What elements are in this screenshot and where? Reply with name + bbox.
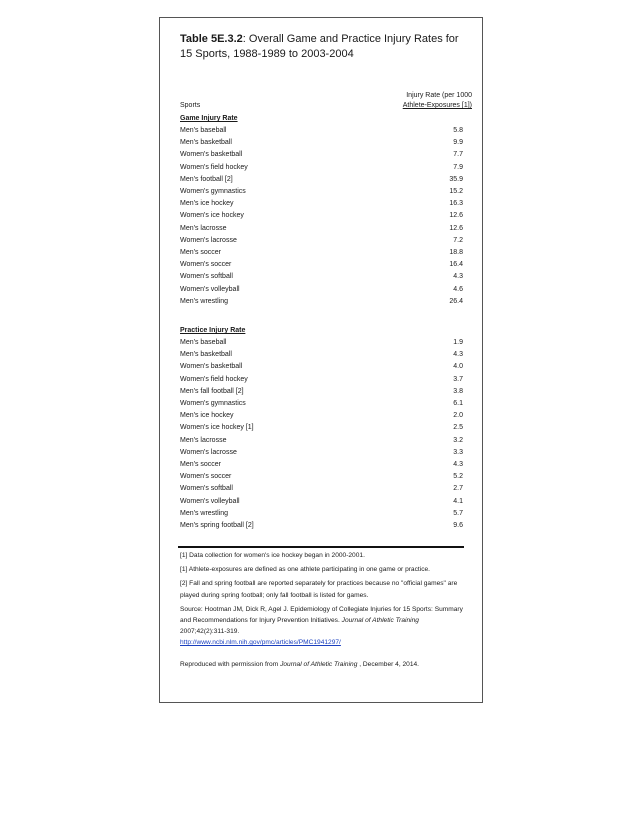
sport-name: Women's basketball xyxy=(180,151,243,159)
injury-rate: 6.1 xyxy=(453,400,463,407)
injury-rate: 35.9 xyxy=(449,175,463,183)
injury-rate: 4.3 xyxy=(453,273,463,281)
repro-journal: Journal of Athletic Training xyxy=(280,660,358,668)
sport-name: Men's wrestling xyxy=(180,297,229,305)
sport-name: Men's spring football [2] xyxy=(180,522,254,529)
injury-rate: 5.2 xyxy=(453,473,463,481)
table-title-text: : Overall Game and Practice Injury Rates for 15 Sports, 1988-1989 to 2003-2004 xyxy=(180,33,459,60)
injury-rate: 15.2 xyxy=(449,188,463,195)
sport-name: Men's baseball xyxy=(180,127,227,134)
table-row xyxy=(180,235,463,247)
table-row xyxy=(180,496,463,508)
sports-column-header: Sports xyxy=(180,102,201,109)
injury-rate: 5.8 xyxy=(453,127,463,134)
injury-rate: 7.7 xyxy=(453,151,463,159)
table-row xyxy=(180,435,463,447)
repro-post: , December 4, 2014. xyxy=(359,660,419,668)
notes-divider xyxy=(178,546,464,548)
source-cite: 2007;42(2):311-319. xyxy=(180,628,240,636)
table-row xyxy=(180,271,463,283)
sport-name: Women's soccer xyxy=(180,261,232,269)
injury-rate: 3.3 xyxy=(453,448,463,456)
reproduction-notice xyxy=(180,659,465,670)
table-row xyxy=(180,198,463,210)
injury-rate: 26.4 xyxy=(449,297,463,305)
footnote-1: [1] Data collection for women's ice hockey began in 2000-2001. xyxy=(180,552,365,559)
table-title xyxy=(180,32,470,62)
sport-name: Men's ice hockey xyxy=(180,200,234,208)
sport-name: Women's gymnastics xyxy=(180,188,246,195)
sport-name: Men's soccer xyxy=(180,249,222,256)
table-row xyxy=(180,125,463,137)
injury-rate: 4.0 xyxy=(453,363,463,371)
table-row xyxy=(180,483,463,495)
table-row xyxy=(180,186,463,198)
injury-rate: 12.6 xyxy=(449,224,463,232)
sport-name: Women's soccer xyxy=(180,473,232,481)
injury-rate: 18.8 xyxy=(449,249,463,256)
table-row xyxy=(180,447,463,459)
sport-name: Women's gymnastics xyxy=(180,400,246,407)
injury-rate: 9.6 xyxy=(453,522,463,529)
footnote-2: [1] Athlete-exposures are defined as one athlete participating in one game or practice. xyxy=(180,566,430,574)
sport-name: Men's wrestling xyxy=(180,509,229,517)
table-card xyxy=(159,17,483,703)
injury-rate: 7.2 xyxy=(453,236,463,244)
injury-rate: 7.9 xyxy=(453,163,463,171)
sport-name: Women's basketball xyxy=(180,363,243,371)
table-row xyxy=(180,223,463,235)
injury-rate: 4.3 xyxy=(453,351,463,359)
table-row xyxy=(180,471,463,483)
table-row xyxy=(180,361,463,373)
source-journal: Journal of Athletic Training xyxy=(341,617,419,625)
table-row xyxy=(180,398,463,410)
sport-name: Men's baseball xyxy=(180,339,227,346)
injury-rate: 5.7 xyxy=(453,509,463,517)
table-row xyxy=(180,337,463,349)
source-link[interactable]: http://www.ncbi.nlm.nih.gov/pmc/articles/PMC1941297/ xyxy=(180,639,341,647)
injury-rate: 9.9 xyxy=(453,139,463,147)
sport-name: Men's football [2] xyxy=(180,175,233,183)
injury-rate: 16.4 xyxy=(449,261,463,269)
table-row xyxy=(180,386,463,398)
table-row xyxy=(180,174,463,186)
table-row xyxy=(180,374,463,386)
repro-pre: Reproduced with permission from xyxy=(180,660,279,668)
sport-name: Women's volleyball xyxy=(180,497,240,505)
practice-section-title: Practice Injury Rate xyxy=(180,327,246,334)
rate-header-line2: Athlete-Exposures [1]) xyxy=(402,102,472,109)
table-row xyxy=(180,296,463,308)
sport-name: Men's basketball xyxy=(180,351,232,359)
injury-rate: 1.9 xyxy=(453,339,463,346)
injury-rate: 3.8 xyxy=(453,387,463,395)
sport-name: Women's softball xyxy=(180,485,233,493)
table-number: Table 5E.3.2 xyxy=(180,33,243,45)
rate-column-header xyxy=(362,91,472,111)
sport-name: Men's ice hockey xyxy=(180,412,234,420)
injury-rate: 2.0 xyxy=(453,412,463,420)
sport-name: Women's lacrosse xyxy=(180,448,237,456)
sport-name: Women's volleyball xyxy=(180,285,240,293)
table-row xyxy=(180,422,463,434)
sport-name: Women's ice hockey [1] xyxy=(180,424,254,432)
sport-name: Men's soccer xyxy=(180,461,222,468)
injury-rate: 2.5 xyxy=(453,424,463,432)
table-row xyxy=(180,162,463,174)
table-row xyxy=(180,149,463,161)
table-row xyxy=(180,508,463,520)
source-citation xyxy=(180,604,465,649)
rate-header-line1: Injury Rate (per 1000 xyxy=(406,92,472,99)
injury-rate: 4.3 xyxy=(453,461,463,468)
table-row xyxy=(180,410,463,422)
sport-name: Women's field hockey xyxy=(180,375,248,383)
table-row xyxy=(180,210,463,222)
sport-name: Women's softball xyxy=(180,273,233,281)
table-row xyxy=(180,459,463,471)
game-section-title: Game Injury Rate xyxy=(180,115,238,122)
table-row xyxy=(180,137,463,149)
footnote-3: [2] Fall and spring football are reported separately for practices because no "official games" are played during spring football; only fall football is listed for games. xyxy=(180,580,458,599)
injury-rate: 12.6 xyxy=(449,212,463,220)
table-row xyxy=(180,259,463,271)
injury-rate: 4.6 xyxy=(453,285,463,293)
sport-name: Men's fall football [2] xyxy=(180,387,244,395)
injury-rate: 3.2 xyxy=(453,436,463,444)
injury-rate: 4.1 xyxy=(453,497,463,505)
sport-name: Women's lacrosse xyxy=(180,236,237,244)
table-row xyxy=(180,247,463,259)
sport-name: Women's field hockey xyxy=(180,163,248,171)
sport-name: Men's basketball xyxy=(180,139,232,147)
injury-rate: 3.7 xyxy=(453,375,463,383)
sport-name: Men's lacrosse xyxy=(180,224,227,232)
injury-rate: 16.3 xyxy=(449,200,463,208)
table-row xyxy=(180,284,463,296)
table-row xyxy=(180,349,463,361)
sport-name: Men's lacrosse xyxy=(180,436,227,444)
source-text: Source: Hootman JM, Dick R, Agel J. Epidemiology of Collegiate Injuries for 15 Sports: Summary and Recommendations for Injury Prevention Initiatives. xyxy=(180,605,463,625)
injury-rate: 2.7 xyxy=(453,485,463,493)
sport-name: Women's ice hockey xyxy=(180,212,244,220)
table-row xyxy=(180,520,463,532)
footnotes xyxy=(180,550,465,673)
